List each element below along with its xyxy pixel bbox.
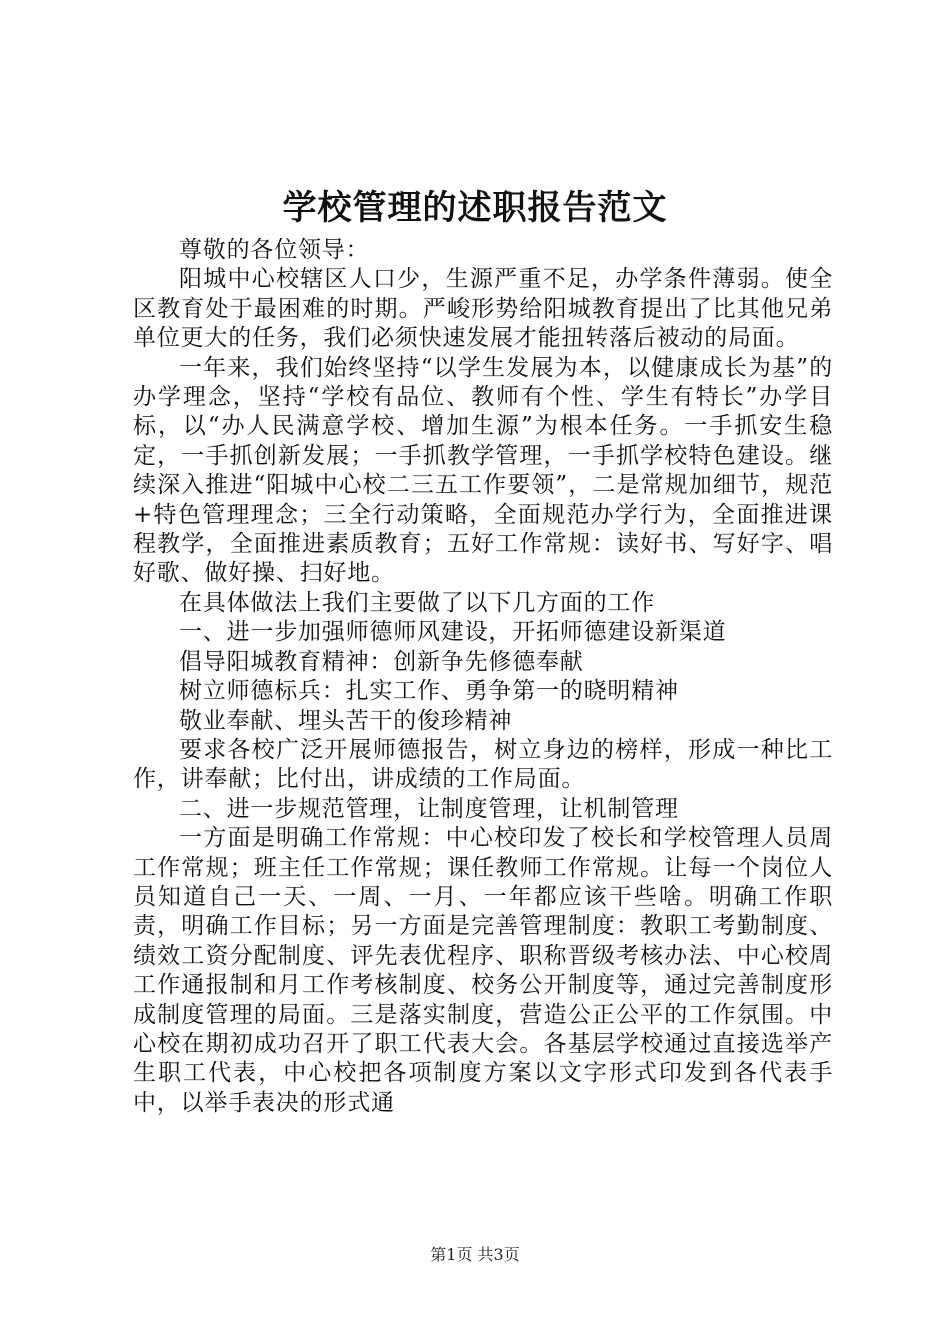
body-paragraph: 倡导阳城教育精神：创新争先修德奉献 bbox=[179, 648, 584, 675]
body-paragraph: 树立师德标兵：扎实工作、勇争第一的晓明精神 bbox=[179, 678, 679, 705]
body-paragraph: 要求各校广泛开展师德报告，树立身边的榜样，形成一种比工作，讲奉献；比付出，讲成绩的工作局面。 bbox=[133, 736, 833, 793]
salutation-paragraph: 尊敬的各位领导： bbox=[179, 237, 370, 263]
body-paragraph: 敬业奉献、埋头苦干的俊珍精神 bbox=[179, 707, 513, 734]
section-heading: 二、进一步规范管理，让制度管理，让机制管理 bbox=[179, 795, 679, 822]
body-paragraph: 在具体做法上我们主要做了以下几方面的工作 bbox=[179, 589, 655, 616]
document-body bbox=[133, 236, 833, 1118]
document-title: 学校管理的述职报告范文 bbox=[282, 188, 668, 228]
body-paragraph: 一方面是明确工作常规：中心校印发了校长和学校管理人员周工作常规；班主任工作常规；课任教师工作常规。让每一个岗位人员知道自己一天、一周、一月、一年都应该干些啥。明确工作职责，明确工作目标；另一方面是完善管理制度：教职工考勤制度、绩效工资分配制度、评先表优程序、职称晋级考核办法、中心校周工作通报制和月工作考核制度、校务公开制度等，通过完善制度形成制度管理的局面。三是落实制度，营造公正公平的工作氛围。中心校在期初成功召开了职工代表大会。各基层学校通过直接选举产生职工代表，中心校把各项制度方案以文字形式印发到各代表手中，以举手表决的形式通 bbox=[133, 825, 833, 1116]
body-paragraph: 一年来，我们始终坚持“以学生发展为本，以健康成长为基”的办学理念，坚持“学校有品位、教师有个性、学生有特长”办学目标，以“办人民满意学校、增加生源”为根本任务。一手抓安生稳定，一手抓创新发展；一手抓教学管理，一手抓学校特色建设。继续深入推进“阳城中心校二三五工作要领”，二是常规加细节，规范+特色管理理念；三全行动策略，全面规范办学行为，全面推进课程教学，全面推进素质教育；五好工作常规：读好书、写好字、唱好歌、做好操、扫好地。 bbox=[133, 354, 833, 587]
body-paragraph: 阳城中心校辖区人口少，生源严重不足，办学条件薄弱。使全区教育处于最困难的时期。严峻形势给阳城教育提出了比其他兄弟单位更大的任务，我们必须快速发展才能扭转落后被动的局面。 bbox=[133, 266, 833, 352]
section-heading: 一、进一步加强师德师风建设，开拓师德建设新渠道 bbox=[179, 619, 727, 646]
page-number-footer: 第1页 共3页 bbox=[430, 1245, 520, 1264]
